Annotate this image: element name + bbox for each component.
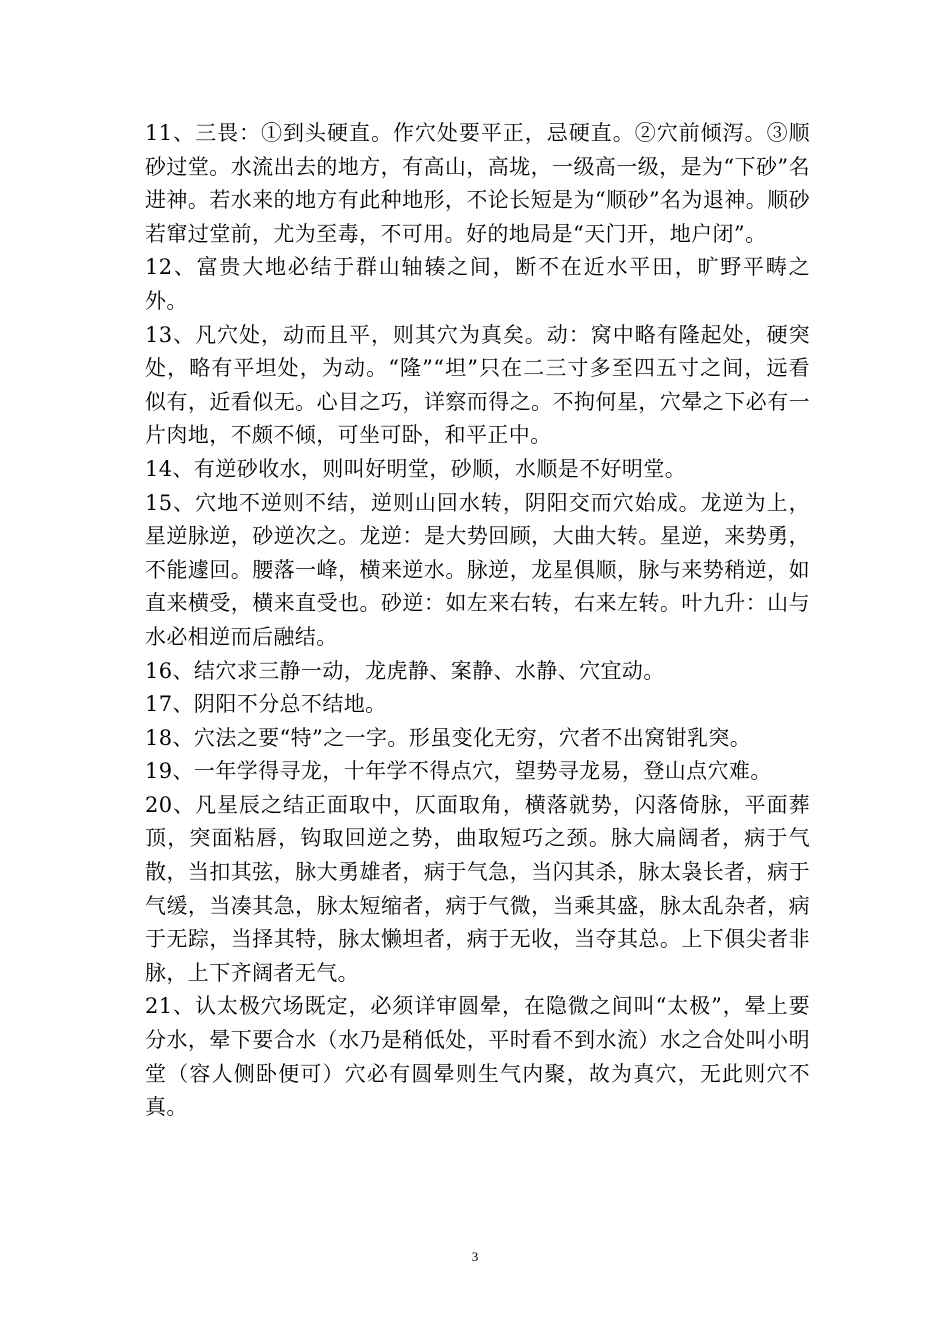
page-number: 3 [471, 1249, 479, 1264]
page-body [145, 117, 810, 1125]
paragraph-11: 11、三畏：①到头硬直。作穴处要平正，忌硬直。②穴前倾泻。③顺砂过堂。水流出去的地方，有高山，高垅，一级高一级，是为“下砂”名进神。若水来的地方有此种地形，不论长短是为“顺砂”名为退神。顺砂若窜过堂前，尤为至毒，不可用。好的地局是“天门开，地户闭”。 [145, 121, 810, 246]
paragraph-17: 17、阴阳不分总不结地。 [145, 692, 387, 717]
paragraph-13: 13、凡穴处，动而且平，则其穴为真矣。动：窝中略有隆起处，硬突处，略有平坦处，为动。“隆”“坦”只在二三寸多至四五寸之间，远看似有，近看似无。心目之巧，详察而得之。不拘何星，穴晕之下必有一片肉地，不颇不倾，可坐可卧，和平正中。 [145, 322, 810, 448]
paragraph-12: 12、富贵大地必结于群山轴辏之间，断不在近水平田，旷野平畴之外。 [145, 255, 810, 313]
paragraph-15: 15、穴地不逆则不结，逆则山回水转，阴阳交而穴始成。龙逆为上，星逆脉逆，砂逆次之。龙逆：是大势回顾，大曲大转。星逆，来势勇，不能遽回。腰落一峰，横来逆水。脉逆，龙星俱顺，脉与来势稍逆，如直来横受，横来直受也。砂逆：如左来右转，右来左转。叶九升：山与水必相逆而后融结。 [145, 490, 810, 649]
paragraph-16: 16、结穴求三静一动，龙虎静、案静、水静、穴宜动。 [145, 658, 665, 683]
paragraph-19: 19、一年学得寻龙，十年学不得点穴，望势寻龙易，登山点穴难。 [145, 759, 772, 784]
paragraph-20: 20、凡星辰之结正面取中，仄面取角，横落就势，闪落倚脉，平面葬顶，突面粘唇，钩取回逆之势，曲取短巧之颈。脉大扁阔者，病于气散，当扣其弦，脉大勇雄者，病于气急，当闪其杀，脉太袅长者，病于气缓，当凑其急，脉太短缩者，病于气微，当乘其盛，脉太乱杂者，病于无踪，当择其特，脉太懒坦者，病于无收，当夺其总。上下俱尖者非脉，上下齐阔者无气。 [145, 792, 810, 985]
paragraph-14: 14、有逆砂收水，则叫好明堂，砂顺，水顺是不好明堂。 [145, 456, 687, 481]
paragraph-21: 21、认太极穴场既定，必须详审圆晕，在隐微之间叫“太极”，晕上要分水，晕下要合水（水乃是稍低处，平时看不到水流）水之合处叫小明堂（容人侧卧便可）穴必有圆晕则生气内聚，故为真穴，无此则穴不真。 [145, 994, 810, 1120]
paragraph-18: 18、穴法之要“特”之一字。形虽变化无穷，穴者不出窝钳乳突。 [145, 725, 752, 750]
